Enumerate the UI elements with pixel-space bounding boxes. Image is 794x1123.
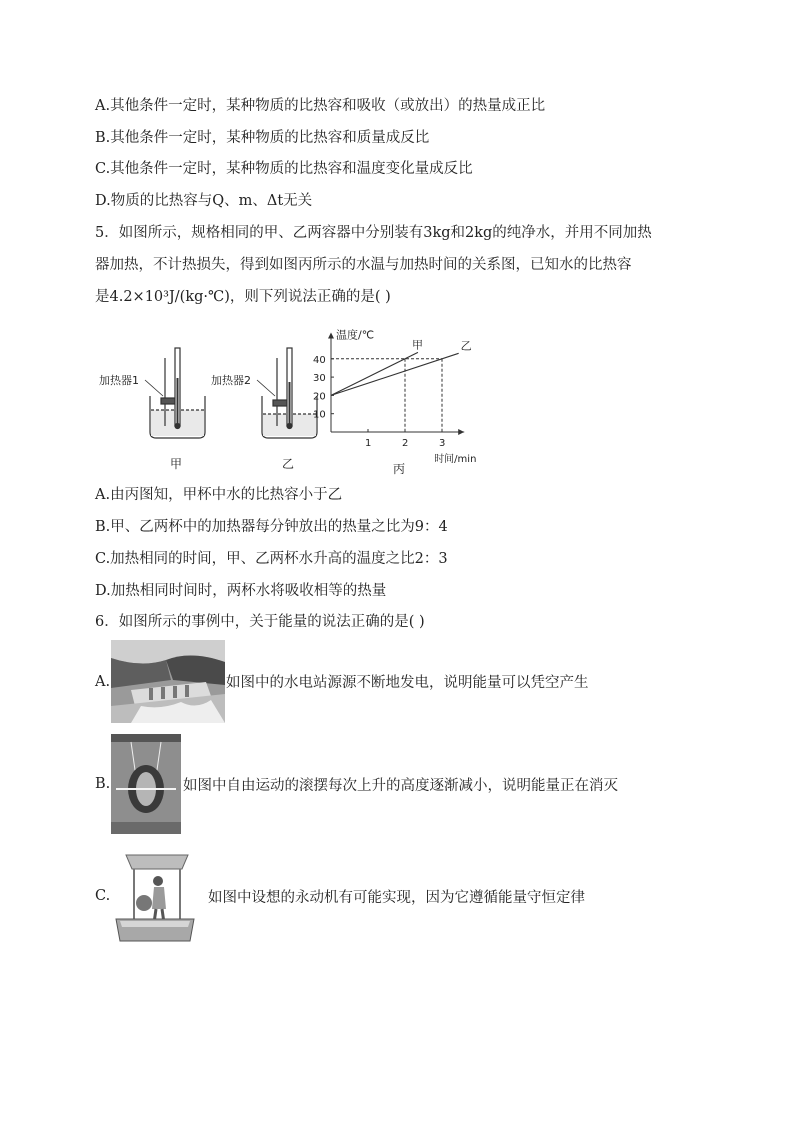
y-tick-label: 30 — [313, 373, 326, 385]
q5-option-b: B.甲、乙两杯中的加热器每分钟放出的热量之比为9：4 — [95, 519, 448, 535]
rolling-pendulum-image — [111, 734, 181, 834]
beaker-jia — [150, 348, 205, 438]
label-bing: 丙 — [393, 462, 406, 476]
q6-option-b — [95, 734, 618, 834]
temperature-time-chart — [313, 328, 476, 466]
series-label-yi: 乙 — [460, 339, 472, 353]
y-tick-label: 20 — [313, 391, 326, 403]
q5-stem-line3: 是4.2×10³J/(kg·℃)，则下列说法正确的是( ) — [95, 289, 391, 305]
q6-option-b-letter: B. — [95, 776, 111, 792]
q5-stem-line1: 5．如图所示，规格相同的甲、乙两容器中分别装有3kg和2kg的纯净水，并用不同加热 — [95, 225, 652, 241]
x-tick-label: 3 — [439, 438, 446, 449]
x-axis-arrow — [458, 429, 464, 435]
q4-option-a: A.其他条件一定时，某种物质的比热容和吸收（或放出）的热量成正比 — [95, 98, 546, 114]
x-axis-label: 时间/min — [434, 454, 477, 465]
q6-option-b-text: 如图中自由运动的滚摆每次上升的高度逐渐减小，说明能量正在消灭 — [183, 777, 618, 794]
q4-option-b: B.其他条件一定时，某种物质的比热容和质量成反比 — [95, 130, 430, 146]
x-tick-label: 2 — [402, 438, 409, 449]
label-jia: 甲 — [170, 457, 183, 471]
y-tick-label: 10 — [313, 409, 326, 421]
q5-option-a: A.由丙图知，甲杯中水的比热容小于乙 — [95, 487, 343, 503]
y-axis-label: 温度/℃ — [336, 328, 375, 342]
label-yi: 乙 — [282, 457, 295, 471]
q6-option-a-letter: A. — [95, 673, 111, 690]
q6-option-c-letter: C. — [95, 888, 111, 904]
q6-stem: 6．如图所示的事例中，关于能量的说法正确的是( ) — [95, 614, 425, 630]
q4-option-c: C.其他条件一定时，某种物质的比热容和温度变化量成反比 — [95, 161, 473, 177]
q6-option-a — [95, 640, 589, 723]
series-label-jia: 甲 — [411, 338, 423, 352]
beaker-yi — [262, 348, 317, 438]
x-tick-label: 1 — [365, 438, 372, 449]
q4-option-d: D.物质的比热容与Q、m、Δt无关 — [95, 193, 313, 209]
q6-option-c-text: 如图中设想的永动机有可能实现，因为它遵循能量守恒定律 — [208, 889, 585, 906]
q5-option-c: C.加热相同的时间，甲、乙两杯水升高的温度之比2：3 — [95, 551, 448, 567]
hydropower-station-image — [111, 640, 225, 723]
q5-figure — [95, 318, 485, 480]
q5-option-d: D.加热相同时间时，两杯水将吸收相等的热量 — [95, 583, 387, 599]
q6-option-c — [95, 847, 585, 945]
y-tick-label: 40 — [313, 354, 326, 366]
heater1-label: 加热器1 — [99, 374, 139, 387]
heater2-label: 加热器2 — [211, 374, 251, 387]
series-line-yi — [331, 353, 459, 395]
q6-option-a-text: 如图中的水电站源源不断地发电，说明能量可以凭空产生 — [226, 675, 589, 691]
y-axis-arrow — [328, 333, 334, 339]
q5-stem-line2: 器加热，不计热损失，得到如图丙所示的水温与加热时间的关系图，已知水的比热容 — [95, 257, 632, 273]
perpetual-motion-machine-image — [114, 847, 196, 945]
